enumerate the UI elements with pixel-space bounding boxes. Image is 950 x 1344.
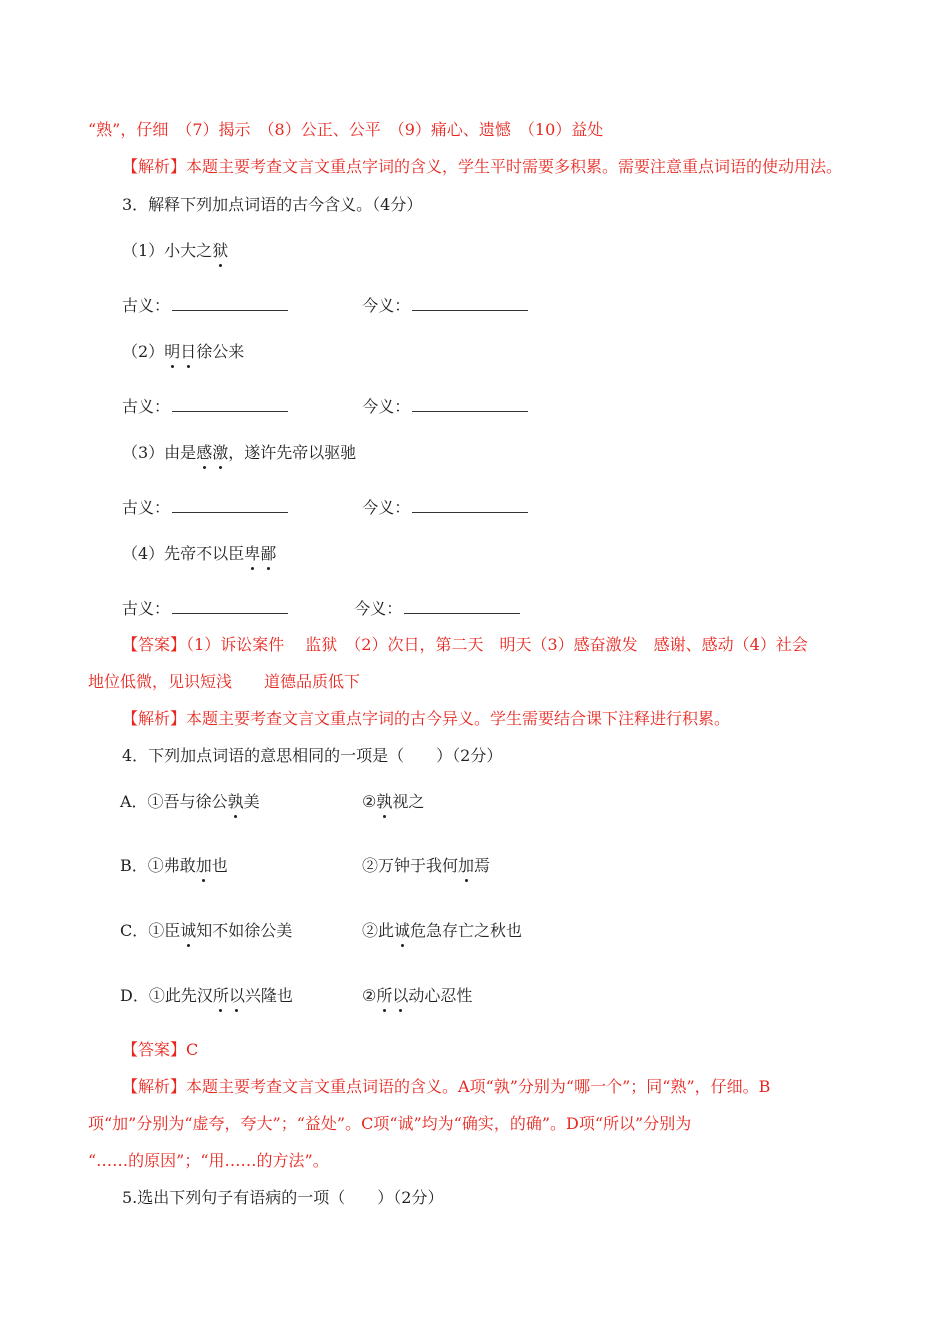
q3-answer-row-4	[122, 598, 520, 620]
dotted-word: 所	[376, 986, 393, 1005]
dotted-word: 狱	[212, 241, 229, 260]
dotted-word: 孰	[227, 792, 244, 811]
answer-blank[interactable]	[172, 498, 288, 513]
dotted-word: 感	[196, 443, 213, 462]
q4-option-d-second: ②所以动心忍性	[362, 986, 473, 1005]
jin-label: 今义：	[354, 599, 403, 618]
q3-item-4: （4）先帝不以臣卑鄙	[122, 544, 277, 563]
dotted-word: 加	[458, 856, 475, 875]
q3-item-1: （1）小大之狱	[122, 241, 229, 260]
dotted-word: 明	[164, 342, 181, 361]
question-5-stem: 5.选出下列句子有语病的一项（ ）（2分）	[122, 1188, 444, 1207]
q4-option-b: B．①弗敢加也	[120, 856, 228, 875]
answer-blank[interactable]	[412, 498, 528, 513]
dotted-word: 诚	[180, 921, 197, 940]
jin-label: 今义：	[362, 498, 411, 517]
answer-blank[interactable]	[404, 599, 520, 614]
dotted-word: 所	[212, 986, 229, 1005]
q3-analysis: 【解析】本题主要考查文言文重点字词的古今异义。学生需要结合课下注释进行积累。	[122, 709, 731, 728]
gu-label: 古义：	[122, 296, 171, 315]
q4-option-a: A．①吾与徐公孰美	[120, 792, 260, 811]
answer-blank[interactable]	[412, 296, 528, 311]
question-3-stem: 3．解释下列加点词语的古今含义。（4分）	[122, 195, 423, 214]
dotted-word: 加	[195, 856, 212, 875]
gu-label: 古义：	[122, 599, 171, 618]
dotted-word: 日	[180, 342, 197, 361]
q4-option-b-second: ②万钟于我何加焉	[362, 856, 491, 875]
dotted-word: 卑	[244, 544, 261, 563]
answer-blank[interactable]	[172, 296, 288, 311]
dotted-word: 以	[228, 986, 245, 1005]
analysis-tag: 【解析】	[122, 157, 187, 176]
q4-analysis-line-2: 项“加”分别为“虚夸，夸大”；“益处”。C项“诚”均为“确实，的确”。D项“所以”分别为	[88, 1114, 692, 1133]
q3-answer-row-2	[122, 396, 528, 418]
q4-answer: 【答案】C	[122, 1040, 199, 1059]
q3-answer-line-1: 【答案】（1）诉讼案件 监狱 （2）次日，第二天 明天（3）感奋激发 感谢、感动（4）社会	[122, 635, 808, 654]
q3-answer-row-3	[122, 497, 528, 519]
answer-blank[interactable]	[412, 397, 528, 412]
q3-item-2: （2）明日徐公来	[122, 342, 245, 361]
answer-tag: 【答案】	[122, 1040, 187, 1059]
q4-option-c: C．①臣诚知不如徐公美	[120, 921, 293, 940]
analysis-q2	[122, 156, 842, 178]
q3-item-3: （3）由是感激，遂许先帝以驱驰	[122, 443, 357, 462]
dotted-word: 激	[212, 443, 229, 462]
q3-answer-row-1	[122, 295, 528, 317]
q4-option-a-second: ②孰视之	[362, 792, 425, 811]
q3-answer-line-2: 地位低微，见识短浅 道德品质低下	[88, 672, 361, 691]
dotted-word: 孰	[376, 792, 393, 811]
jin-label: 今义：	[362, 296, 411, 315]
previous-answer-tail: “熟”，仔细 （7）揭示 （8）公正、公平 （9）痛心、遗憾 （10）益处	[88, 120, 604, 139]
q4-analysis-line-3: “……的原因”；“用……的方法”。	[88, 1151, 329, 1170]
question-4-stem: 4．下列加点词语的意思相同的一项是（ ）（2分）	[122, 746, 503, 765]
analysis-tag: 【解析】	[122, 1077, 187, 1096]
dotted-word: 鄙	[260, 544, 277, 563]
analysis-text: 本题主要考查文言文重点字词的含义，学生平时需要多积累。需要注意重点词语的使动用法。	[186, 157, 843, 176]
gu-label: 古义：	[122, 397, 171, 416]
answer-tag: 【答案】	[122, 635, 187, 654]
gu-label: 古义：	[122, 498, 171, 517]
answer-blank[interactable]	[172, 599, 288, 614]
answer-blank[interactable]	[172, 397, 288, 412]
q4-option-d: D．①此先汉所以兴隆也	[120, 986, 293, 1005]
analysis-tag: 【解析】	[122, 709, 187, 728]
jin-label: 今义：	[362, 397, 411, 416]
dotted-word: 以	[392, 986, 409, 1005]
q4-option-c-second: ②此诚危急存亡之秋也	[362, 921, 523, 940]
dotted-word: 诚	[394, 921, 411, 940]
q4-analysis-line-1: 【解析】本题主要考查文言文重点词语的含义。A项“孰”分别为“哪一个”；同“熟”，仔细。B	[122, 1077, 771, 1096]
